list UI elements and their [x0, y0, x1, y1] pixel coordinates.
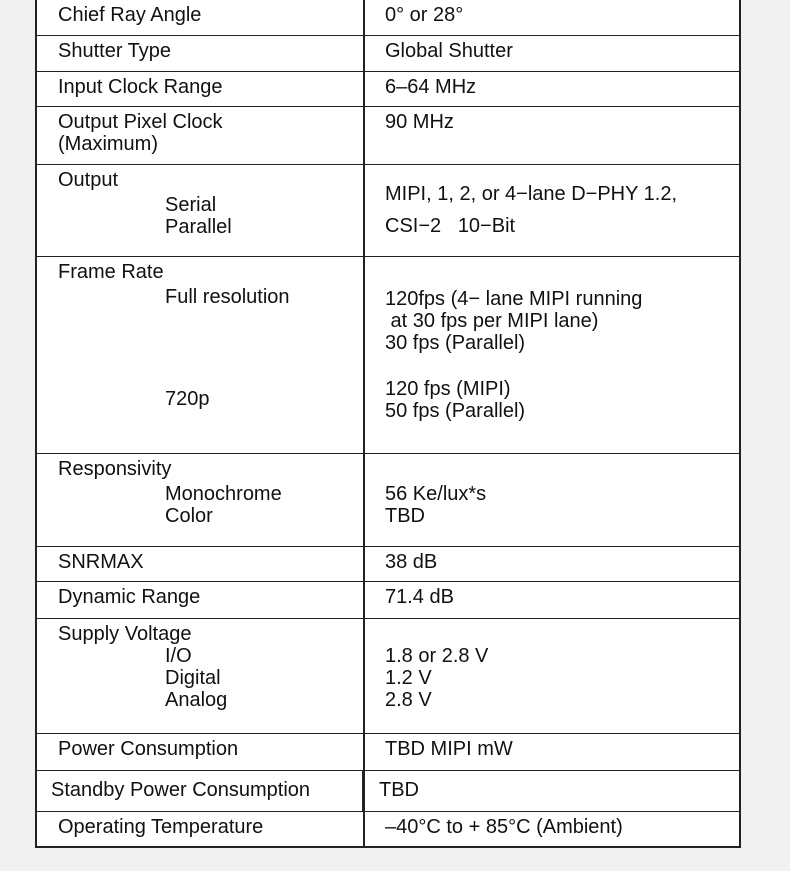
- value-cell: TBD MIPI mW: [385, 738, 513, 760]
- param-cell: [37, 257, 365, 453]
- value-line: 56 Ke/lux*s: [385, 483, 487, 505]
- param-line: Frame Rate: [58, 261, 164, 283]
- value-cell: 6–64 MHz: [385, 76, 477, 98]
- table-row: [37, 619, 739, 734]
- param-subline: 720p: [165, 388, 210, 410]
- value-line: 30 fps (Parallel): [385, 332, 526, 354]
- table-row: [37, 107, 739, 165]
- param-subline: Full resolution: [165, 286, 290, 308]
- value-line: 1.8 or 2.8 V: [385, 645, 489, 667]
- spec-table: [35, 0, 741, 848]
- table-row: [37, 582, 739, 619]
- table-row: [37, 734, 739, 771]
- param-cell: Shutter Type: [37, 36, 365, 71]
- value-cell: –40°C to + 85°C (Ambient): [385, 816, 623, 838]
- param-line: Supply Voltage: [58, 623, 192, 645]
- value-line: 120fps (4− lane MIPI running: [385, 288, 643, 310]
- param-cell: [37, 165, 365, 256]
- table-row: [37, 771, 739, 812]
- table-row: [37, 812, 739, 846]
- param-cell: [37, 619, 365, 733]
- value-cell: [365, 257, 739, 453]
- value-cell: 38 dB: [385, 551, 438, 573]
- param-subline: Monochrome: [165, 483, 282, 505]
- table-row: [37, 0, 739, 36]
- param-cell: Dynamic Range: [37, 582, 365, 618]
- param-line: Responsivity: [58, 458, 172, 480]
- table-row: [37, 547, 739, 582]
- table-row: [37, 454, 739, 547]
- param-subline: Analog: [165, 689, 228, 711]
- value-cell: 71.4 dB: [385, 586, 454, 608]
- value-cell: [365, 619, 739, 733]
- value-cell: [365, 165, 739, 256]
- value-line: at 30 fps per MIPI lane): [385, 310, 599, 332]
- value-line: TBD: [385, 505, 425, 527]
- value-line: CSI−2 10−Bit: [385, 215, 516, 237]
- param-line: Output: [58, 169, 119, 191]
- param-subline: I/O: [165, 645, 192, 667]
- value-line: MIPI, 1, 2, or 4−lane D−PHY 1.2,: [385, 183, 678, 205]
- value-line: 2.8 V: [385, 689, 432, 711]
- value-cell: 90 MHz: [385, 111, 454, 133]
- param-subline: Parallel: [165, 216, 232, 238]
- table-row: [37, 72, 739, 107]
- param-line: Output Pixel Clock: [58, 111, 223, 133]
- table-row: [37, 36, 739, 72]
- value-cell: 0° or 28°: [385, 4, 464, 26]
- param-subline: Digital: [165, 667, 221, 689]
- table-row: [37, 257, 739, 454]
- param-line: (Maximum): [58, 133, 158, 155]
- param-cell: [37, 454, 365, 546]
- param-cell: Chief Ray Angle: [37, 0, 365, 35]
- param-cell: Power Consumption: [37, 734, 365, 770]
- param-cell: Input Clock Range: [37, 72, 365, 106]
- param-cell: Operating Temperature: [37, 812, 365, 846]
- table-row: [37, 165, 739, 257]
- value-cell: Global Shutter: [385, 40, 513, 62]
- param-subline: Serial: [165, 194, 217, 216]
- param-cell: SNRMAX: [37, 547, 365, 581]
- value-cell: TBD: [379, 779, 419, 801]
- value-line: 1.2 V: [385, 667, 432, 689]
- param-cell: Standby Power Consumption: [37, 771, 365, 811]
- value-cell: [365, 454, 739, 546]
- param-cell: [37, 107, 365, 164]
- value-line: 120 fps (MIPI): [385, 378, 511, 400]
- value-line: 50 fps (Parallel): [385, 400, 526, 422]
- param-subline: Color: [165, 505, 213, 527]
